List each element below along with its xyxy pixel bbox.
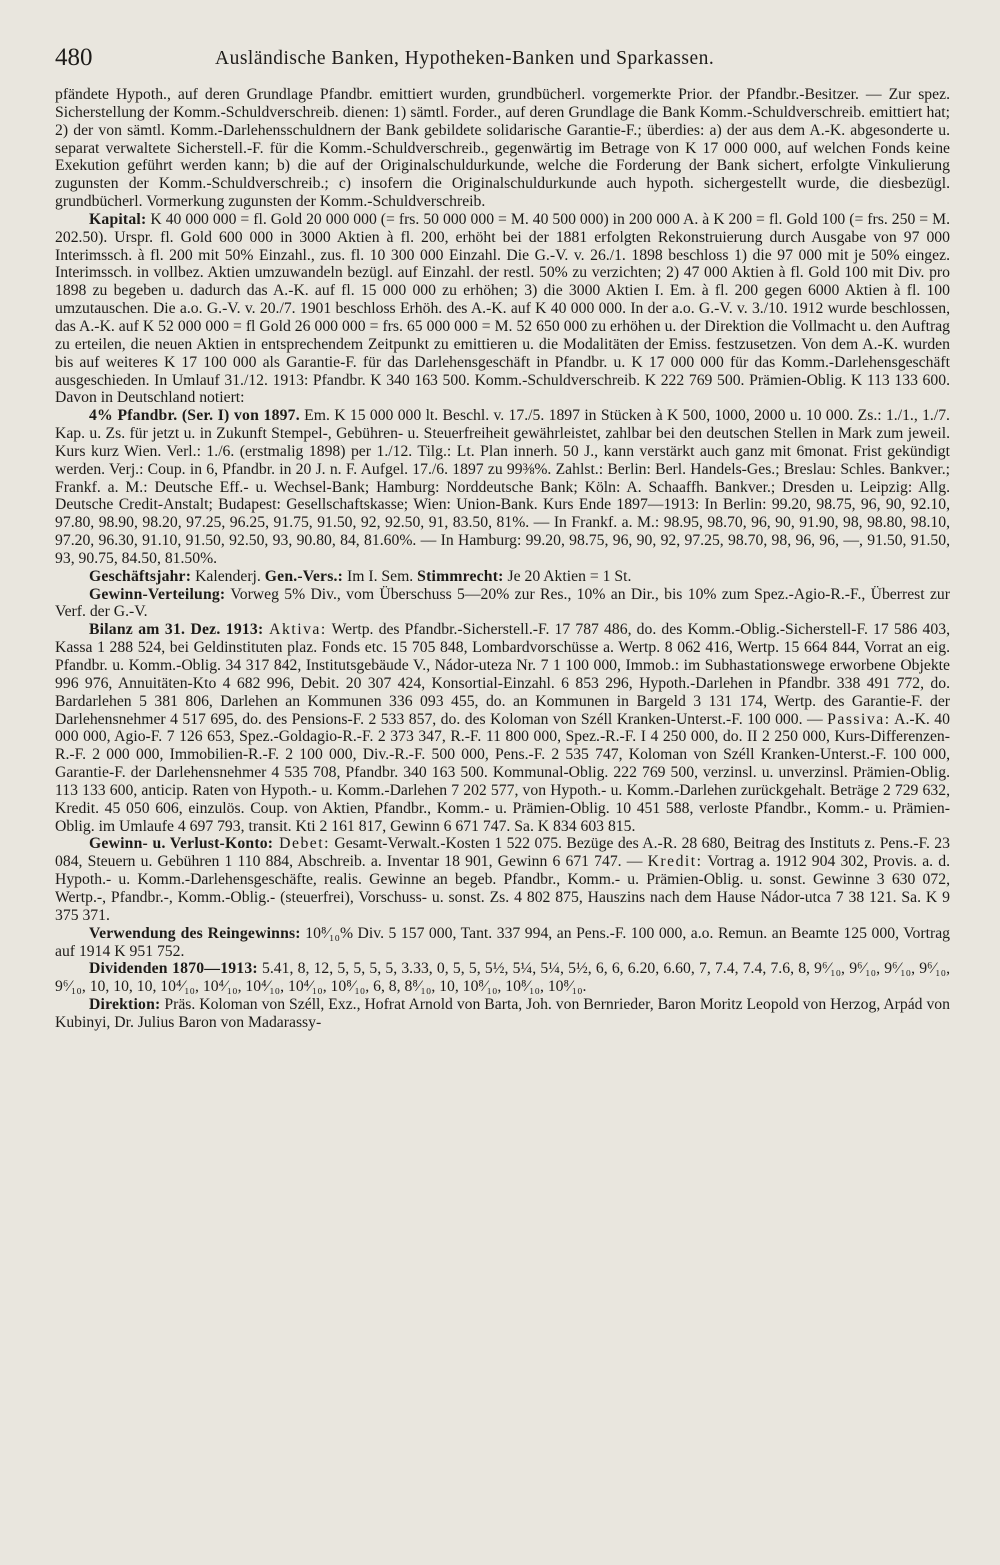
bilanz-aktiva-label: Aktiva: (263, 621, 327, 639)
running-title: Ausländische Banken, Hypotheken-Banken und Sparkassen. (215, 48, 715, 69)
kapital-paragraph (55, 211, 950, 407)
verwendung-heading: Verwendung des Reingewinns: (89, 924, 301, 942)
gewinn-verteilung-heading: Gewinn-Verteilung: (89, 585, 226, 603)
pfandbrief-text: Em. K 15 000 000 lt. Beschl. v. 17./5. 1897 in Stücken à K 500, 1000, 2000 u. 10 000. Zs.: 1./1., 1./7. Kap. u. Zs. für jetzt u. in Zukunft Stempel-, Gebühren- u. Steuerfreiheit gewährleistet, zahlbar bei den deutschen Stellen in Mark zum jeweil. Kurs kurz Wien. Verl.: 1./6. (erstmalig 1898) per 1./12. Tilg.: Lt. Plan innerh. 50 J., kann verstärkt auch ganz mit 6monat. Frist gekündigt werden. Verj.: Coup. in 6, Pfandbr. in 20 J. n. F. Aufgel. 17./6. 1897 zu 99⅜%. Zahlst.: Berlin: Berl. Handels-Ges.; Breslau: Schles. Bankver.; Frankf. a. M.: Deutsche Eff.- u. Wechsel-Bank; Hamburg: Norddeutsche Bank; Köln: A. Schaaffh. Bankver.; Dresden u. Leipzig: Allg. Deutsche Credit-Anstalt; Budapest: Gesellschaftskasse; Wien: Union-Bank. Kurs Ende 1897—1913: In Berlin: 99.20, 98.75, 96, 90, 92.10, 97.80, 98.90, 98.20, 97.25, 96.25, 91.75, 91.50, 92, 92.50, 91, 83.50, 81%. — In Frankf. a. M.: 98.95, 98.70, 96, 90, 91.90, 98, 98.80, 98.10, 97.20, 96.30, 91.10, 91.50, 92.50, 93, 90.80, 84, 81.60%. — In Hamburg: 99.20, 98.75, 96, 90, 92, 97.25, 98.70, 98, 96, 96, —, 91.50, 91.50, 93, 90.75, 84.50, 81.50%. (55, 407, 950, 567)
kapital-text: K 40 000 000 = fl. Gold 20 000 000 (= frs. 50 000 000 = M. 40 500 000) in 200 000 A. à K 200 = fl. Gold 100 (= frs. 250 = M. 202.50). Urspr. fl. Gold 600 000 in 3000 Aktien à fl. 200, erhöht bei der 1881 erfolgten Rekonstruierung durch Ausgabe von 97 000 Interimssch. à fl. 200 mit 50% Einzahl., zus. fl. 10 300 000 Einzahl. Die G.-V. v. 26./1. 1898 beschloss 1) die 97 000 mit je 50% eingez. Interimssch. in vollbez. Aktien umzuwandeln bezügl. auf Einzahl. der restl. 50% zu verzichten; 2) 47 000 Aktien à fl. Gold 100 mit Div. pro 1898 zu begeben u. dadurch das A.-K. auf fl. 15 000 000 zu erhöhen; 3) die 3000 Aktien I. Em. à fl. 200 gegen 6000 Aktien à fl. 100 umzutauschen. Die a.o. G.-V. v. 20./7. 1901 beschloss Erhöh. des A.-K. auf K 40 000 000. In der a.o. G.-V. v. 3./10. 1912 wurde beschlossen, das A.-K. auf K 52 000 000 = fl Gold 26 000 000 = frs. 65 000 000 = M. 52 650 000 zu erhöhen u. der Direktion die Vollmacht u. den Auftrag zu erteilen, die neuen Aktien in entsprechendem Zeitpunkt zu emittieren u. die Modalitäten der Emiss. festzusetzen. Von dem A.-K. wurden bis auf weiteres K 17 100 000 als Garantie-F. für das Darlehensgeschäft in Pfandbr. u. K 17 000 000 für das Komm.-Darlehensgeschäft ausgeschieden. In Umlauf 31./12. 1913: Pfandbr. K 340 163 500. Komm.-Schuldverschreib. K 222 769 500. Prämien-Oblig. K 113 133 600. Davon in Deutschland notiert: (55, 210, 950, 407)
bilanz-heading: Bilanz am 31. Dez. 1913: (89, 621, 264, 639)
bilanz-passiva-text: A.-K. 40 000 000, Agio-F. 7 126 653, Spez.-Goldagio-R.-F. 2 373 347, R.-F. 11 800 000, Spez.-R.-F. I 4 250 000, do. II 2 250 000, Kurs-Differenzen-R.-F. 2 000 000, Immobilien-R.-F. 2 100 000, Div.-R.-F. 500 000, Pens.-F. 2 535 747, Koloman von Széll Kranken-Unterst.-F. 100 000, Garantie-F. der Darlehensnehmer 4 535 708, Pfandbr. 340 163 500. Kommunal-Oblig. 222 769 500, verzinsl. u. unverzinsl. Prämien-Oblig. 113 133 600, anticip. Raten von Hypoth.- u. Komm.-Darlehen 7 202 577, von Hypoth.- u. Komm.-Darlehen zurückgehalt. Beträge 2 729 632, Kredit. 45 050 606, einzulös. Coup. von Aktien, Pfandbr., Komm.- u. Prämien-Oblig. 10 451 588, verloste Pfandbr., Komm.- u. Prämien-Oblig. im Umlaufe 4 697 793, transit. Kti 2 161 817, Gewinn 6 671 747. Sa. K 834 603 815. (55, 710, 950, 835)
gen-vers-text: Im I. Sem. (343, 567, 418, 585)
intro-paragraph: pfändete Hypoth., auf deren Grundlage Pfandbr. emittiert wurden, grundbücherl. vorgemerkte Prior. der Pfandbr.-Besitzer. — Zur spez. Sicherstellung der Komm.-Schuldverschreib. dienen: 1) sämtl. Forder., auf deren Grundlage die Bank Komm.-Schuldverschreib. emittiert hat; 2) der von sämtl. Komm.-Darlehensschuldnern der Bank gebildete solidarische Garantie-F.; überdies: a) der aus dem A.-K. abgesonderte u. separat verwaltete Sicherstell.-F. für die Komm.-Schuldverschreib., gegenwärtig im Betrage von K 17 000 000, auf welchen Fonds keine Exekution geführt werden kann; b) die auf der Originalschuldurkunde, welche die Forderung der Bank sichert, erfolgte Vinkulierung zugunsten der Komm.-Schuldverschreib.; c) insofern die Originalschuldurkunde auch hypoth. sichergestellt wurde, die diesbezügl. grundbücherl. Vormerkung zugunsten der Komm.-Schuldverschreib. (55, 86, 950, 211)
bilanz-aktiva-text: Wertp. des Pfandbr.-Sicherstell.-F. 17 787 486, do. des Komm.-Oblig.-Sicherstell-F. 17 586 403, Kassa 1 288 524, bei Geldinstituten plaz. Fonds etc. 15 705 848, Lombardvorschüsse a. Wertp. 8 062 416, Wertp. 15 664 844, Vorrat an eig. Pfandbr. u. Komm.-Oblig. 34 317 842, Institutsgebäude V., Nádor-uteza Nr. 7 1 100 000, Immob.: im Subhastationswege erworbene Objekte 996 976, Annuitäten-Kto 4 682 996, Debit. 20 307 424, Konsortial-Einzahl. 6 853 296, Hypoth.-Darlehen in Pfandbr. 338 491 772, do. Bardarlehen 5 381 806, Darlehen an Kommunen 336 093 455, do. an Kommunen in Bargeld 3 131 174, Wertp. des Garantie-F. der Darlehensnehmer 4 517 695, do. des Pensions-F. 2 533 857, do. des Koloman von Széll Kranken-Unterst.-F. 100 000. — (55, 621, 950, 728)
dividenden-paragraph (55, 960, 950, 996)
direktion-heading: Direktion: (89, 996, 161, 1014)
gewinn-verteilung-paragraph (55, 586, 950, 622)
direktion-text: Präs. Koloman von Széll, Exz., Hofrat Arnold von Barta, Joh. von Bernrieder, Baron Moritz Leopold von Herzog, Arpád von Kubinyi, Dr. Julius Baron von Madarassy- (55, 996, 950, 1031)
page-body (55, 86, 950, 1032)
guv-kredit-label: Kredit: (647, 853, 703, 871)
verwendung-paragraph (55, 925, 950, 961)
dividenden-heading: Dividenden 1870—1913: (89, 960, 258, 978)
geschaeftsjahr-heading: Geschäftsjahr: (89, 567, 192, 585)
page-header (55, 42, 955, 82)
guv-debet-text: Gesamt-Verwalt.-Kosten 1 522 075. Bezüge des A.-R. 28 680, Beitrag des Instituts z. Pens.-F. 23 084, Steuern u. Gebühren 1 110 884, Abschreib. a. Inventar 18 901, Gewinn 6 671 747. — (55, 835, 950, 871)
direktion-paragraph (55, 996, 950, 1032)
geschaeftsjahr-paragraph (55, 568, 950, 586)
dividenden-text: 5.41, 8, 12, 5, 5, 5, 5, 3.33, 0, 5, 5, 5½, 5¼, 5¼, 5½, 6, 6, 6.20, 6.60, 7, 7.4, 7.4, 7.6, 8, 9⁶⁄₁₀, 9⁶⁄₁₀, 9⁶⁄₁₀, 9⁶⁄₁₀, 9⁶⁄₁₀, 10, 10, 10, 10⁴⁄₁₀, 10⁴⁄₁₀, 10⁴⁄₁₀, 10⁴⁄₁₀, 10⁸⁄₁₀, 6, 8, 8⁸⁄₁₀, 10, 10⁸⁄₁₀, 10⁸⁄₁₀, 10⁸⁄₁₀. (55, 960, 951, 996)
gewinn-verlust-heading: Gewinn- u. Verlust-Konto: (89, 835, 274, 853)
stimmrecht-heading: Stimmrecht: (417, 567, 504, 585)
gewinn-verlust-paragraph (55, 835, 950, 924)
geschaeftsjahr-text: Kalenderj. (191, 567, 265, 585)
pfandbrief-paragraph (55, 407, 950, 568)
stimmrecht-text: Je 20 Aktien = 1 St. (503, 567, 632, 585)
gewinn-verteilung-text: Vorweg 5% Div., vom Überschuss 5—20% zur Res., 10% an Dir., bis 10% zum Spez.-Agio-R.-F., Überrest zur Verf. der G.-V. (55, 585, 950, 621)
bilanz-passiva-label: Passiva: (827, 710, 891, 728)
guv-kredit-text: Vortrag a. 1912 904 302, Provis. a. d. Hypoth.- u. Komm.-Darlehensgeschäfte, realis. Gewinne an begeb. Pfandbr., Komm.- u. Prämien-Oblig. u. sonst. Gewinne 3 630 072, Wertp.-, Pfandbr.-, Komm.-Oblig.- (steuerfrei), Vorschuss- u. sonst. Zs. 4 802 875, Hauszins nach dem Hause Nádor-utca 7 38 121. Sa. K 9 375 371. (55, 853, 950, 924)
gen-vers-heading: Gen.-Vers.: (264, 567, 344, 585)
bilanz-paragraph (55, 621, 950, 835)
guv-debet-label: Debet: (273, 835, 330, 853)
page-number: 480 (55, 44, 93, 71)
kapital-heading: Kapital: (89, 210, 147, 228)
pfandbrief-heading: 4% Pfandbr. (Ser. I) von 1897. (89, 407, 300, 425)
verwendung-text: 10⁸⁄₁₀% Div. 5 157 000, Tant. 337 994, an Pens.-F. 100 000, a.o. Remun. an Beamte 125 000, Vortrag auf 1914 K 951 752. (55, 924, 950, 960)
